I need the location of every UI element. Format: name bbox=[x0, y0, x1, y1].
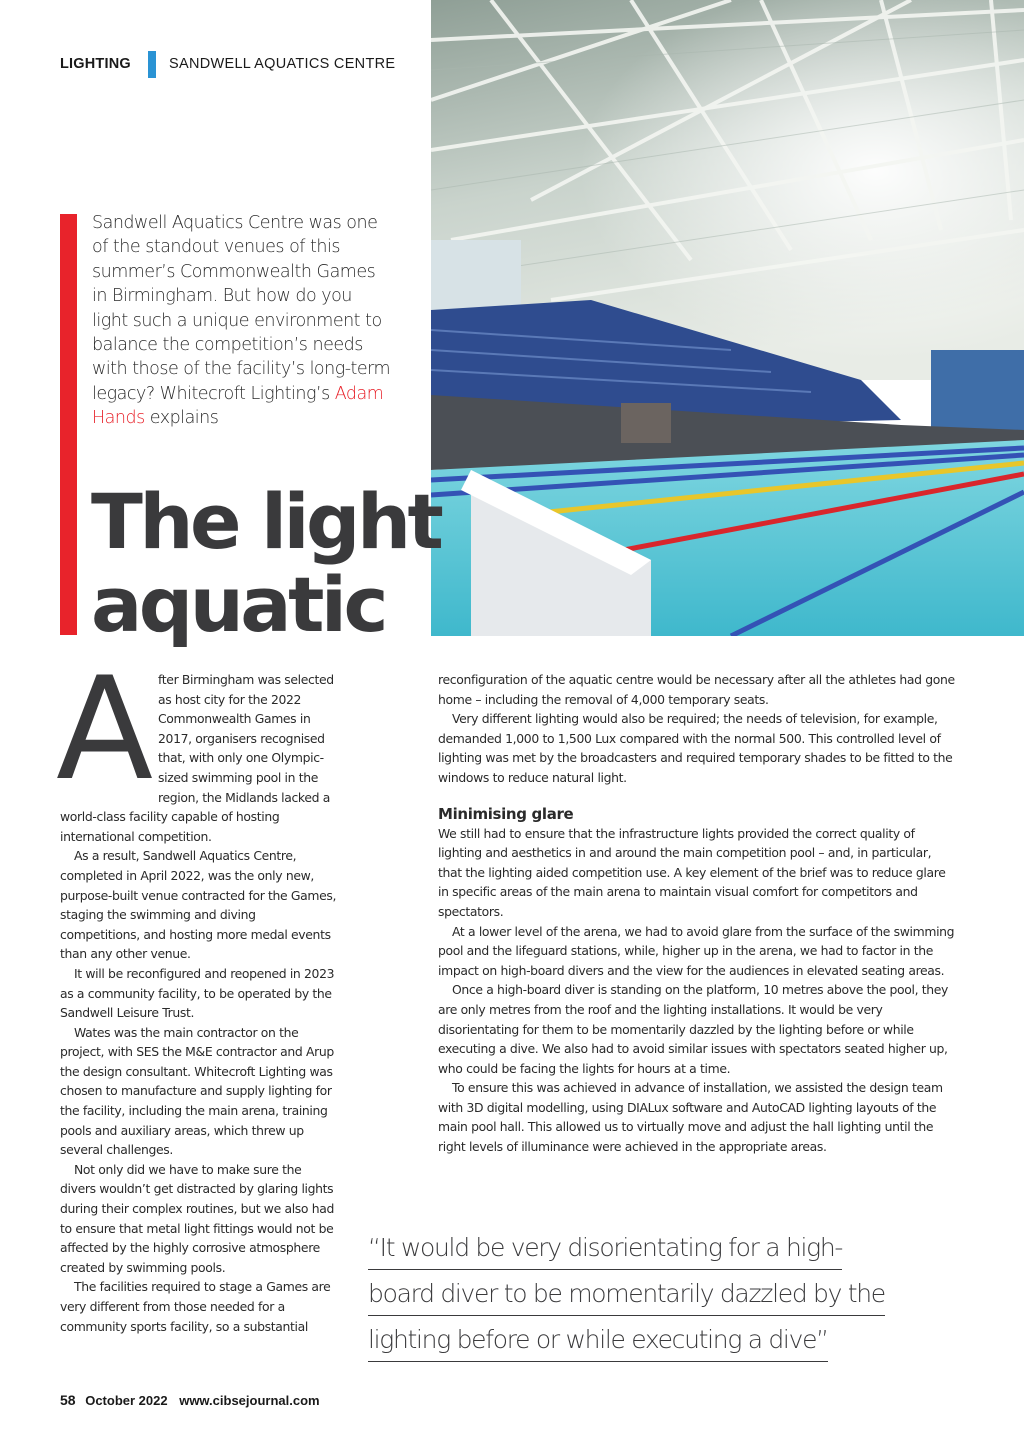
drop-cap: A bbox=[56, 647, 148, 812]
standfirst-tail: explains bbox=[149, 408, 219, 429]
paragraph: To ensure this was achieved in advance of installation, we assisted the design team with 3D digital modelling, using DIALux software and AutoCAD lighting layouts of the main pool hall. This allowed us to virtually move and adjust the hall lighting until the right levels of illuminance were achieved in the appropriate areas. bbox=[438, 1080, 943, 1155]
author-name: Adam Hands bbox=[92, 383, 384, 429]
pool-hall-photo bbox=[431, 0, 1024, 636]
issue-date: October 2022 bbox=[85, 1393, 168, 1408]
body-column-left bbox=[56, 647, 338, 1336]
pull-quote-line-3: lighting before or while executing a dive” bbox=[368, 1322, 828, 1362]
section-subtitle: SANDWELL AQUATICS CENTRE bbox=[169, 56, 396, 72]
paragraph: Once a high-board diver is standing on the platform, 10 metres above the pool, they are only metres from the roof and the lighting installations. It would be very disorientating for them to be momentarily dazzled by the lighting before or while executing a dive. We also had to avoid similar issues with spectators seated higher up, who could be facing the lights for hours at a time. bbox=[438, 982, 949, 1076]
paragraph: Not only did we have to make sure the divers wouldn’t get distracted by glaring lights during their complex routines, but we also had to ensure that metal light fittings would not be affected by the highly corrosive atmosphere created by swimming pools. bbox=[60, 1161, 334, 1275]
headline-line-1: The light bbox=[91, 477, 441, 566]
accent-bar bbox=[60, 214, 77, 635]
paragraph: Wates was the main contractor on the project, with SES the M&E contractor and Arup the design consultant. Whitecroft Lighting was chosen to manufacture and supply lighting for the facility, including the main arena, training pools and auxiliary areas, which threw up several challenges. bbox=[60, 1024, 334, 1158]
pull-quote bbox=[368, 1230, 948, 1368]
page-footer bbox=[60, 1392, 320, 1408]
paragraph: We still had to ensure that the infrastructure lights provided the correct quality of lighting and aesthetics in and around the main competition pool – and, in particular, that the lighting aided competition use. A key element of the brief was to reduce glare in specific areas of the main arena to maintain visual comfort for competitors and spectators. bbox=[438, 825, 946, 919]
website-link[interactable]: www.cibsejournal.com bbox=[179, 1393, 320, 1408]
paragraph: The facilities required to stage a Games are very different from those needed for a community sports facility, so a substantial bbox=[60, 1279, 331, 1334]
body-column-right bbox=[438, 670, 958, 1157]
section-label: LIGHTING bbox=[60, 56, 131, 72]
standfirst-text: Sandwell Aquatics Centre was one of the standout venues of this summer’s Commonwealth Games in Birmingham. But how do you light such a unique environment to balance the competition’s needs with those of the facility’s long-term legacy? Whitecroft Lighting’s bbox=[92, 213, 391, 404]
paragraph: reconfiguration of the aquatic centre would be necessary after all the athletes had gone home – including the removal of 4,000 temporary seats. bbox=[438, 672, 955, 707]
paragraph: Very different lighting would also be required; the needs of television, for example, demanded 1,000 to 1,500 Lux compared with the normal 500. This controlled level of lighting was met by the broadcasters and required temporary shades to be fitted to the windows to reduce natural light. bbox=[438, 711, 953, 785]
subheading: Minimising glare bbox=[438, 804, 574, 823]
paragraph: At a lower level of the arena, we had to avoid glare from the surface of the swimming pool and the lifeguard stations, while, higher up in the arena, we had to factor in the impact on high-board divers and the view for the audiences in elevated seating areas. bbox=[438, 923, 955, 978]
paragraph: fter Birmingham was selected as host city for the 2022 Commonwealth Games in 2017, organisers recognised that, with only one Olympic-sized swimming pool in the region, the Midlands lacked a world-class facility capable of hosting international competition. bbox=[60, 672, 334, 844]
paragraph: As a result, Sandwell Aquatics Centre, completed in April 2022, was the only new, purpose-built venue contracted for the Games, staging the swimming and diving competitions, and hosting more medal events than any other venue. bbox=[60, 848, 337, 962]
headline bbox=[91, 477, 441, 649]
headline-line-2: aquatic bbox=[91, 560, 386, 649]
paragraph: It will be reconfigured and reopened in 2023 as a community facility, to be operated by the Sandwell Leisure Trust. bbox=[60, 965, 335, 1021]
standfirst bbox=[92, 211, 392, 431]
page-number: 58 bbox=[60, 1392, 76, 1408]
pull-quote-line-2: board diver to be momentarily dazzled by the bbox=[368, 1276, 885, 1316]
pull-quote-line-1: “It would be very disorientating for a high- bbox=[368, 1230, 842, 1270]
section-divider-bar bbox=[148, 51, 156, 78]
